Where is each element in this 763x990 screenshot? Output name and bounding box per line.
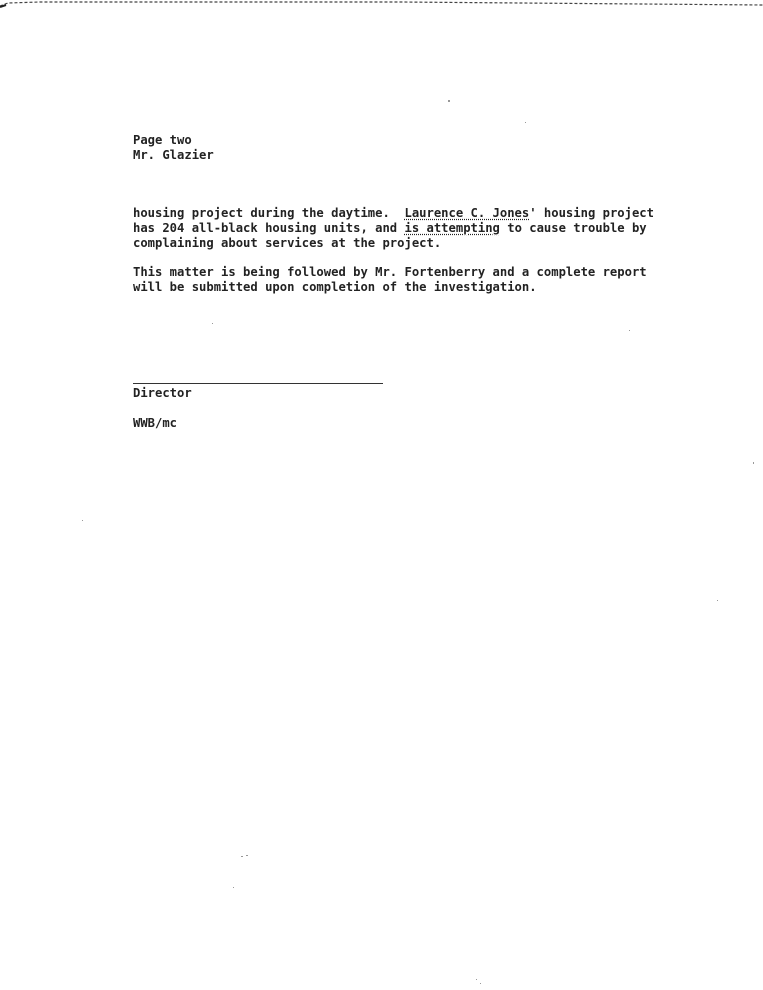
scan-speck: [233, 887, 234, 888]
scan-speck: [525, 122, 526, 123]
scan-speck: [480, 983, 481, 984]
person-name: Laurence C. Jones: [404, 206, 530, 220]
scan-speck: [241, 856, 243, 857]
scan-speck: [753, 462, 754, 464]
letter-header: [133, 133, 214, 163]
paragraph-1: [133, 206, 654, 251]
scan-speck: [629, 330, 630, 331]
paragraph1-line2-pre: has 204 all-black housing units, and: [133, 221, 405, 235]
addressee: Mr. Glazier: [133, 148, 214, 162]
paragraph1-line3: complaining about services at the project.: [133, 236, 442, 250]
page-top-edge: [0, 0, 763, 8]
scan-speck: [82, 520, 83, 521]
paragraph1-line2-post: to cause trouble by: [499, 221, 647, 235]
signature-title: Director: [133, 386, 192, 400]
scan-speck: [212, 323, 213, 324]
paragraph1-line1-post: ' housing project: [529, 206, 654, 220]
paragraph1-line1-pre: housing project during the daytime.: [133, 206, 405, 220]
paragraph2-line1: This matter is being followed by Mr. Fortenberry and a complete report: [133, 265, 647, 279]
typist-initials: WWB/mc: [133, 416, 178, 430]
scan-speck: [246, 855, 248, 856]
paragraph-2: [133, 265, 647, 295]
scan-speck: [448, 100, 450, 102]
scan-speck: [717, 600, 718, 601]
page-label: Page two: [133, 133, 192, 147]
scan-speck: [476, 979, 477, 980]
signature-line: [133, 383, 383, 384]
paragraph2-line2: will be submitted upon completion of the investigation.: [133, 280, 537, 294]
marked-phrase: is attempting: [404, 221, 500, 235]
